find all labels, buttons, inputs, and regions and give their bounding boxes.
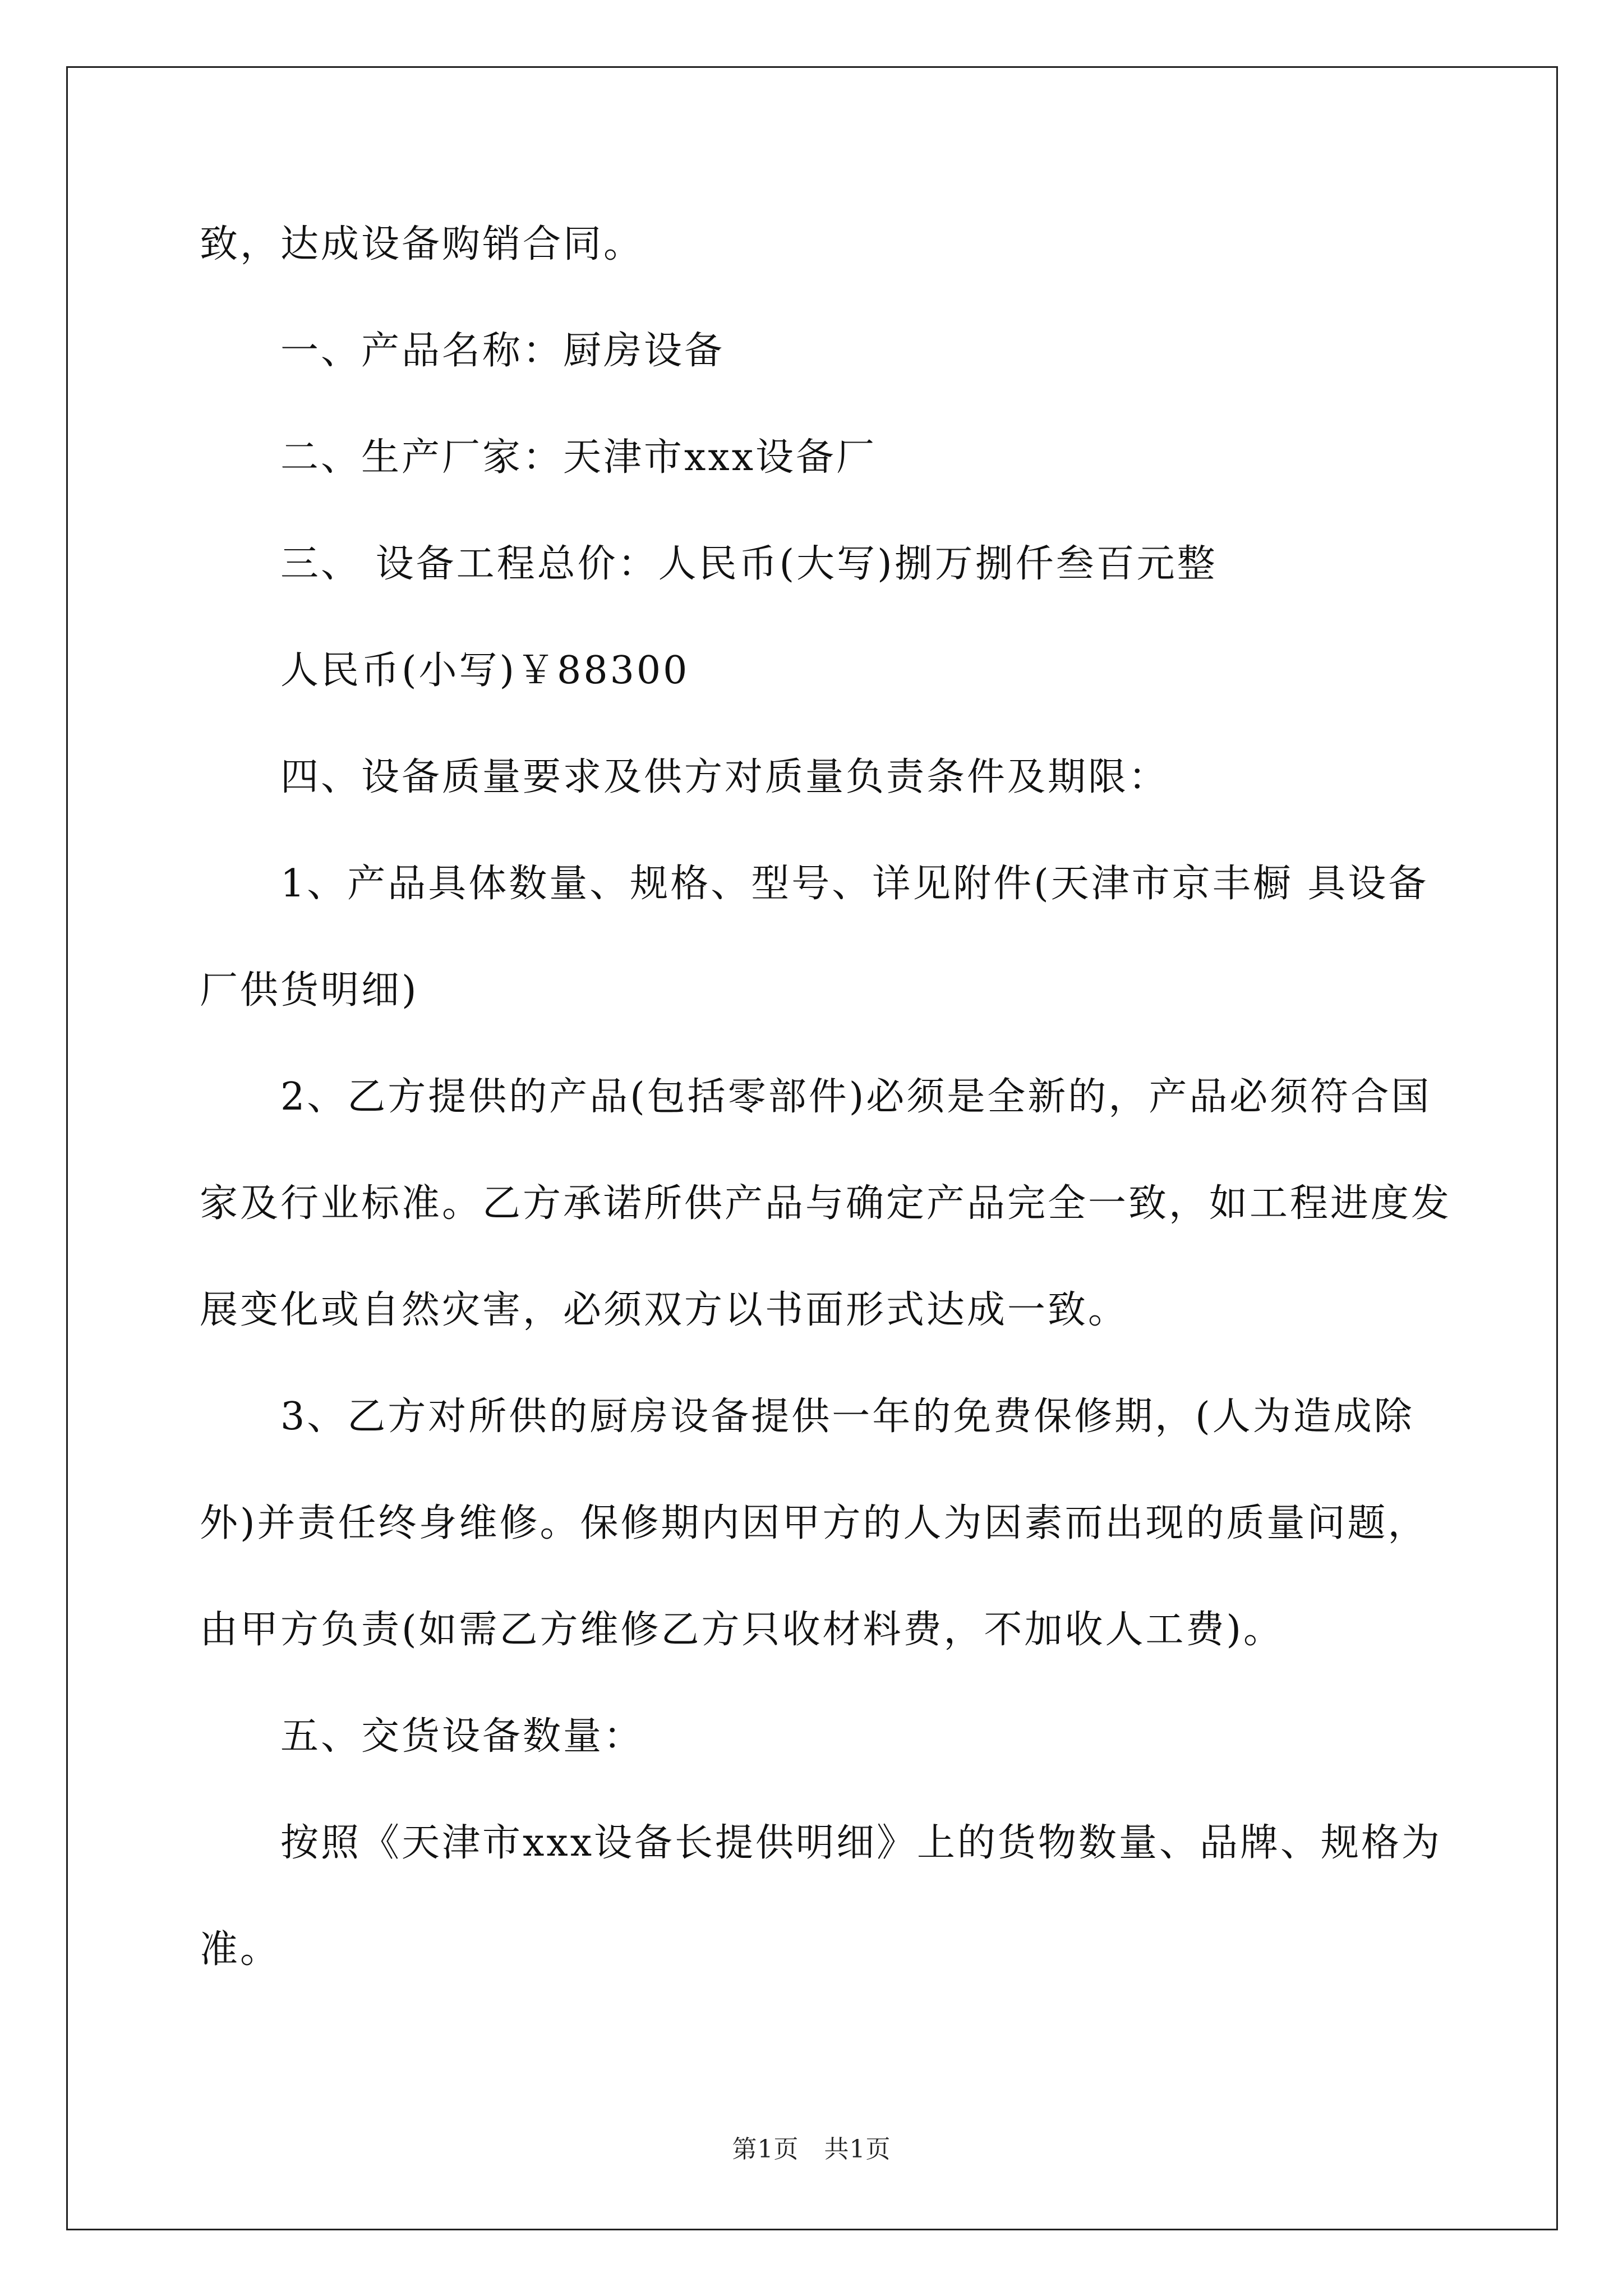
paragraph-delivery-detail: 按照《天津市xxx设备长提供明细》上的货物数量、品牌、规格为准。 [200, 1821, 1442, 1972]
paragraph-total-price-numeric: 人民币(小写)￥88300 [280, 648, 690, 693]
page-footer: 第1页 共1页 [732, 2135, 891, 2164]
paragraph-product-name: 一、产品名称：厨房设备 [280, 329, 725, 373]
paragraph-delivery-heading: 五、交货设备数量： [280, 1714, 644, 1759]
paragraph-clause-3: 3、乙方对所供的厨房设备提供一年的免费保修期，(人为造成除外)并责任终身维修。保修期内因甲方的人为因素而出现的质量问题，由甲方负责(如需乙方维修乙方只收材料费，不加收人工费)。 [200, 1395, 1428, 1652]
document-body [200, 218, 1461, 2030]
paragraph-manufacturer: 二、生产厂家：天津市xxx设备厂 [280, 435, 877, 480]
paragraph-clause-1: 1、产品具体数量、规格、型号、详见附件(天津市京丰橱 具设备厂供货明细) [200, 862, 1429, 1013]
paragraph-total-price-uppercase: 三、 设备工程总价：人民币(大写)捌万捌仟叁百元整 [280, 542, 1218, 586]
paragraph-clause-2: 2、乙方提供的产品(包括零部件)必须是全新的，产品必须符合国家及行业标准。乙方承诺所供产品与确定产品完全一致，如工程进度发展变化或自然灾害，必须双方以书面形式达成一致。 [200, 1075, 1452, 1332]
paragraph-continuation: 致，达成设备购销合同。 [200, 222, 644, 266]
paragraph-quality-heading: 四、设备质量要求及供方对质量负责条件及期限： [280, 755, 1169, 799]
